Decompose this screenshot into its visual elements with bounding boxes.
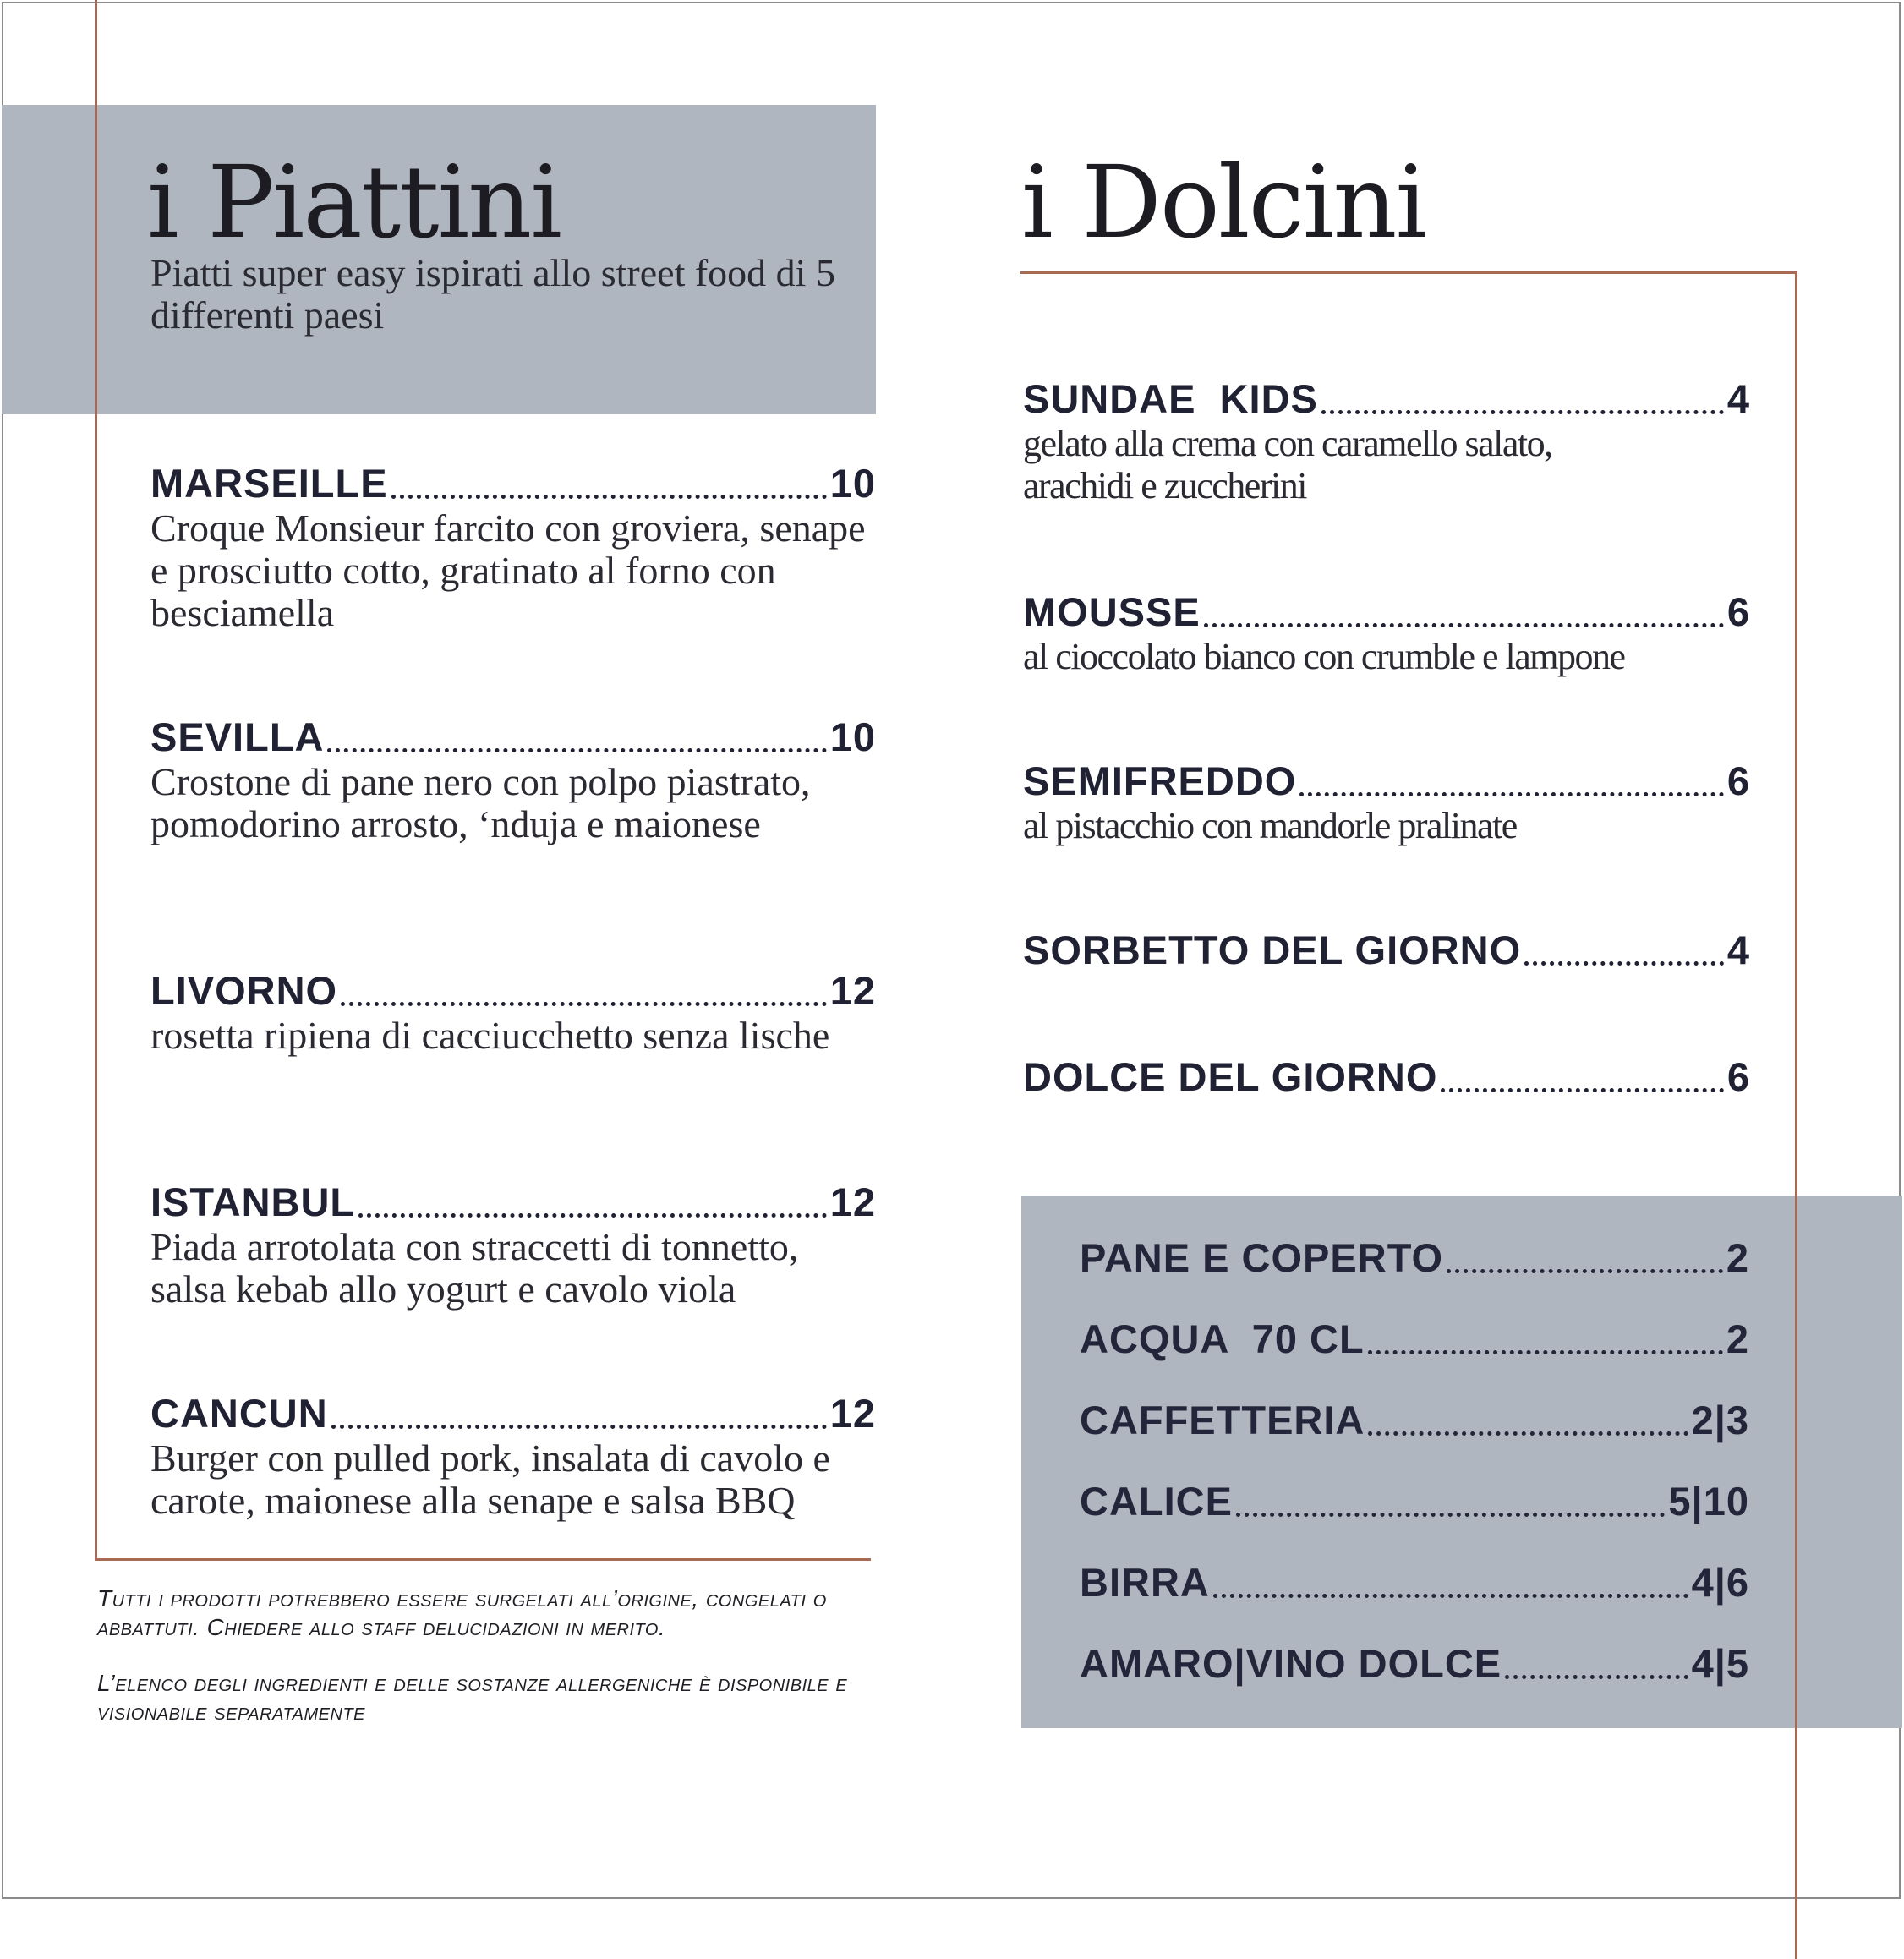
extra-item-birra xyxy=(1080,1559,1749,1606)
item-price: 12 xyxy=(829,968,876,1013)
right-vertical-rule xyxy=(1795,271,1797,1959)
leader-dots xyxy=(1204,623,1724,627)
item-price: 4|5 xyxy=(1691,1641,1749,1686)
dolcini-title-rule xyxy=(1020,271,1797,274)
note-allergens: L’elenco degli ingredienti e delle sostanze allergeniche è disponibile e visionabile separatamente xyxy=(97,1670,848,1725)
leader-dots xyxy=(327,748,826,752)
menu-item-sundae-kids xyxy=(1023,375,1750,507)
item-price: 2 xyxy=(1726,1316,1749,1361)
item-price: 4 xyxy=(1726,928,1750,972)
item-description: al cioccolato bianco con crumble e lampone xyxy=(1023,636,1625,677)
item-name: PANE E COPERTO xyxy=(1080,1235,1444,1280)
item-name: CANCUN xyxy=(150,1391,328,1436)
menu-item-semifreddo xyxy=(1023,758,1750,847)
item-price: 6 xyxy=(1726,1054,1750,1099)
item-name: ISTANBUL xyxy=(150,1179,356,1224)
item-description: rosetta ripiena di cacciucchetto senza lische xyxy=(150,1014,830,1057)
leader-dots xyxy=(1447,1269,1723,1273)
dolcini-title: i Dolcini xyxy=(1021,144,1426,260)
item-price: 4|6 xyxy=(1691,1560,1749,1605)
item-price: 10 xyxy=(829,714,876,759)
item-price: 4 xyxy=(1726,376,1750,421)
leader-dots xyxy=(1368,1350,1723,1354)
extra-item-acqua xyxy=(1080,1316,1749,1363)
leader-dots xyxy=(331,1425,827,1429)
extra-item-amaro-vino xyxy=(1080,1640,1749,1688)
leader-dots xyxy=(1368,1431,1688,1436)
item-name: BIRRA xyxy=(1080,1560,1210,1605)
leader-dots xyxy=(1441,1088,1723,1092)
item-price: 2|3 xyxy=(1691,1398,1749,1442)
left-bottom-rule xyxy=(95,1558,871,1561)
leader-dots xyxy=(1213,1594,1688,1598)
item-name: LIVORNO xyxy=(150,968,338,1013)
menu-item-cancun xyxy=(150,1390,876,1522)
item-price: 6 xyxy=(1726,758,1750,803)
leader-dots xyxy=(1299,792,1724,796)
leader-dots xyxy=(341,1002,827,1006)
item-name: ACQUA 70 CL xyxy=(1080,1316,1365,1361)
item-description: gelato alla crema con caramello salato, arachidi e zuccherini xyxy=(1023,423,1552,506)
item-name: MOUSSE xyxy=(1023,589,1201,634)
menu-item-istanbul xyxy=(150,1179,876,1311)
item-description: al pistacchio con mandorle pralinate xyxy=(1023,805,1517,846)
extra-item-calice xyxy=(1080,1478,1749,1525)
item-description: Crostone di pane nero con polpo piastrato, pomodorino arrosto, ‘nduja e maionese xyxy=(150,760,811,845)
leader-dots xyxy=(1505,1675,1688,1679)
menu-item-dolce-del-giorno xyxy=(1023,1053,1750,1101)
menu-item-marseille xyxy=(150,460,876,634)
item-price: 5|10 xyxy=(1668,1479,1749,1524)
extra-item-pane-coperto xyxy=(1080,1234,1749,1282)
item-description: Burger con pulled pork, insalata di cavolo e carote, maionese alla senape e salsa BBQ xyxy=(150,1436,830,1522)
piattini-subtitle: Piatti super easy ispirati allo street food di 5 differenti paesi xyxy=(150,251,835,337)
item-price: 10 xyxy=(829,461,876,506)
extra-item-caffetteria xyxy=(1080,1397,1749,1444)
item-price: 2 xyxy=(1726,1235,1749,1280)
left-vertical-rule xyxy=(95,0,97,1561)
menu-item-livorno xyxy=(150,967,876,1057)
menu-item-sorbetto xyxy=(1023,927,1750,974)
leader-dots xyxy=(1524,961,1724,966)
item-name: SUNDAE KIDS xyxy=(1023,376,1318,421)
item-name: CALICE xyxy=(1080,1479,1233,1524)
item-description: Piada arrotolata con straccetti di tonnetto, salsa kebab allo yogurt e cavolo viola xyxy=(150,1225,799,1311)
item-name: CAFFETTERIA xyxy=(1080,1398,1365,1442)
item-name: SEVILLA xyxy=(150,714,325,759)
item-name: SORBETTO DEL GIORNO xyxy=(1023,928,1522,972)
leader-dots xyxy=(1321,410,1724,414)
item-name: AMARO|VINO DOLCE xyxy=(1080,1641,1502,1686)
note-frozen-products: Tutti i prodotti potrebbero essere surgelati all’origine, congelati o abbattuti. Chiedere allo staff delucidazioni in merito. xyxy=(97,1585,827,1640)
item-price: 12 xyxy=(829,1391,876,1436)
item-name: DOLCE DEL GIORNO xyxy=(1023,1054,1438,1099)
menu-item-mousse xyxy=(1023,588,1750,678)
leader-dots xyxy=(358,1213,827,1218)
item-description: Croque Monsieur farcito con groviera, senape e prosciutto cotto, gratinato al forno con besciamella xyxy=(150,506,866,634)
item-price: 12 xyxy=(829,1179,876,1224)
item-price: 6 xyxy=(1726,589,1750,634)
menu-item-sevilla xyxy=(150,714,876,845)
item-name: SEMIFREDDO xyxy=(1023,758,1297,803)
leader-dots xyxy=(1236,1513,1665,1517)
piattini-title: i Piattini xyxy=(147,144,561,260)
leader-dots xyxy=(391,495,827,499)
item-name: MARSEILLE xyxy=(150,461,388,506)
